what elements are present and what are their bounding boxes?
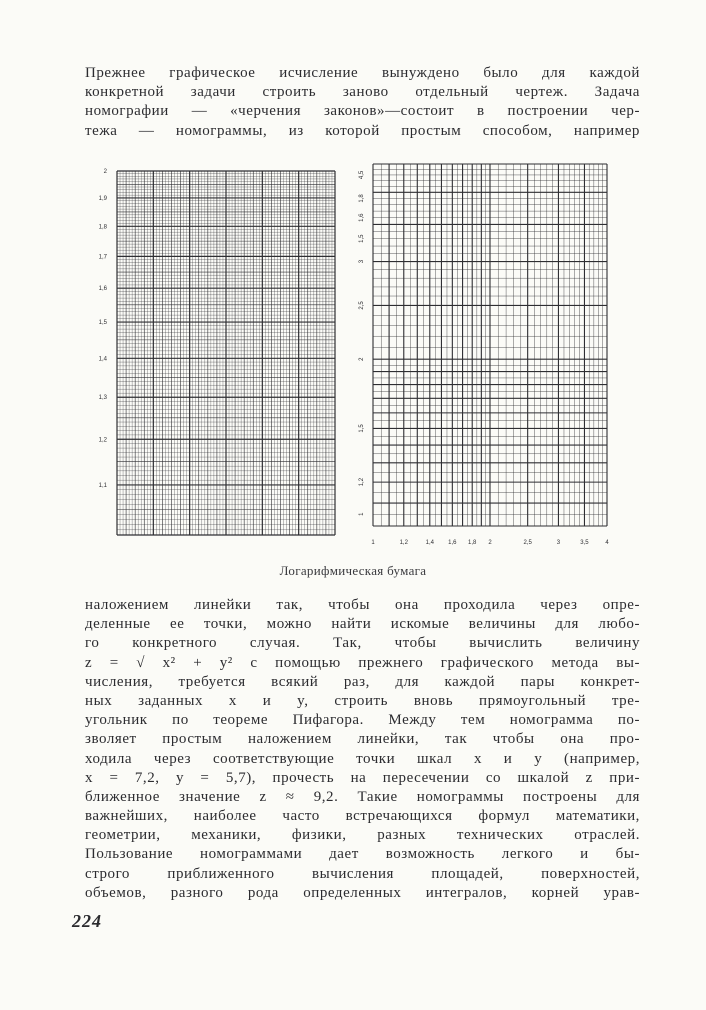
text-line: зволяет простым наложением линейки, так чтобы она про- (85, 731, 640, 748)
axis-tick-label: 1 (359, 512, 365, 516)
axis-tick-label: 1,7 (98, 254, 107, 261)
axis-tick-label: 4 (605, 540, 609, 546)
axis-tick-label: 1,4 (98, 356, 107, 363)
axis-tick-label: 1,9 (98, 195, 107, 202)
text-line: номографии — «черчения законов»—состоит в построении чер- (85, 103, 640, 120)
left-axis-labels (99, 169, 108, 489)
axis-tick-label: 1,8 (468, 540, 477, 546)
axis-tick-label: 1,2 (359, 477, 365, 487)
axis-tick-label: 1,2 (399, 540, 408, 546)
axis-tick-label: 1,5 (359, 234, 365, 243)
text-line: го конкретного случая. Так, чтобы вычислить величину (85, 635, 640, 652)
axis-tick-label: 3 (556, 540, 561, 546)
axis-tick-label: 1,6 (98, 286, 107, 293)
axis-tick-label: 1,5 (359, 424, 365, 433)
text-line: важнейших, наиболее часто встречающихся формул математики, (85, 808, 640, 825)
text-line: строго приближенного вычисления площадей, поверхностей, (85, 865, 640, 882)
axis-tick-label: 1,8 (98, 224, 107, 231)
axis-tick-label: 2,5 (523, 540, 532, 546)
text-line: Пользование номограммами дает возможность легкого и бы- (85, 846, 640, 863)
text-line: Прежнее графическое исчисление вынуждено было для каждой (85, 65, 640, 81)
log-paper-left (95, 163, 345, 543)
axis-tick-label: 1,4 (425, 540, 434, 546)
text-line: тежа — номограммы, из которой простым способом, например (85, 122, 640, 139)
left-grid (117, 171, 335, 535)
axis-tick-label: 2 (103, 169, 107, 175)
axis-tick-label: 1,8 (359, 194, 365, 203)
axis-tick-label: 1,3 (98, 395, 107, 402)
paragraph-top (85, 64, 640, 141)
axis-tick-label: 2,5 (359, 301, 365, 310)
axis-tick-label: 1 (371, 540, 375, 546)
text-line: ных заданных x и y, строить вновь прямоугольный тре- (85, 692, 640, 709)
axis-tick-label: 2 (488, 540, 492, 546)
text-line: геометрии, механики, физики, разных технических отраслей. (85, 827, 640, 844)
axis-tick-label: 1,2 (98, 437, 107, 444)
page-number: 224 (72, 911, 102, 931)
axis-tick-label: 2 (359, 357, 365, 361)
right-axis-labels (359, 170, 365, 516)
bottom-axis-labels (371, 540, 609, 546)
axis-tick-label: 1,5 (98, 320, 107, 327)
figure-caption: Логарифмическая бумага (279, 563, 427, 578)
axis-tick-label: 1,6 (359, 213, 365, 222)
text-line: ближенное значение z ≈ 9,2. Такие номограммы построены для (85, 788, 640, 805)
axis-tick-label: 3 (359, 259, 365, 264)
text-line: угольник по теореме Пифагора. Между тем номограмма по- (85, 712, 640, 729)
axis-tick-label: 4,5 (359, 170, 365, 180)
text-line: деленные ее точки, можно найти искомые величины для любо- (85, 616, 640, 633)
axis-tick-label: 3,5 (580, 540, 589, 546)
axis-tick-label: 1,6 (448, 540, 457, 546)
log-paper-right (345, 160, 615, 560)
text-line: ходила через соответствующие точки шкал x и y (например, (85, 750, 640, 767)
text-line: наложением линейки так, чтобы она проходила через опре- (85, 597, 640, 613)
right-grid (373, 164, 607, 526)
text-line: x = 7,2, y = 5,7), прочесть на пересечении со шкалой z при- (85, 769, 640, 786)
paragraph-bottom (85, 596, 640, 903)
axis-tick-label: 1,1 (98, 482, 107, 489)
text-line: объемов, разного рода определенных интегралов, корней урав- (85, 884, 640, 901)
text-line: z = √ x² + y² с помощью прежнего графического метода вы- (85, 654, 640, 671)
text-line: конкретной задачи строить заново отдельный чертеж. Задача (85, 84, 640, 101)
text-line: числения, требуется всякий раз, для каждой пары конкрет- (85, 673, 640, 690)
